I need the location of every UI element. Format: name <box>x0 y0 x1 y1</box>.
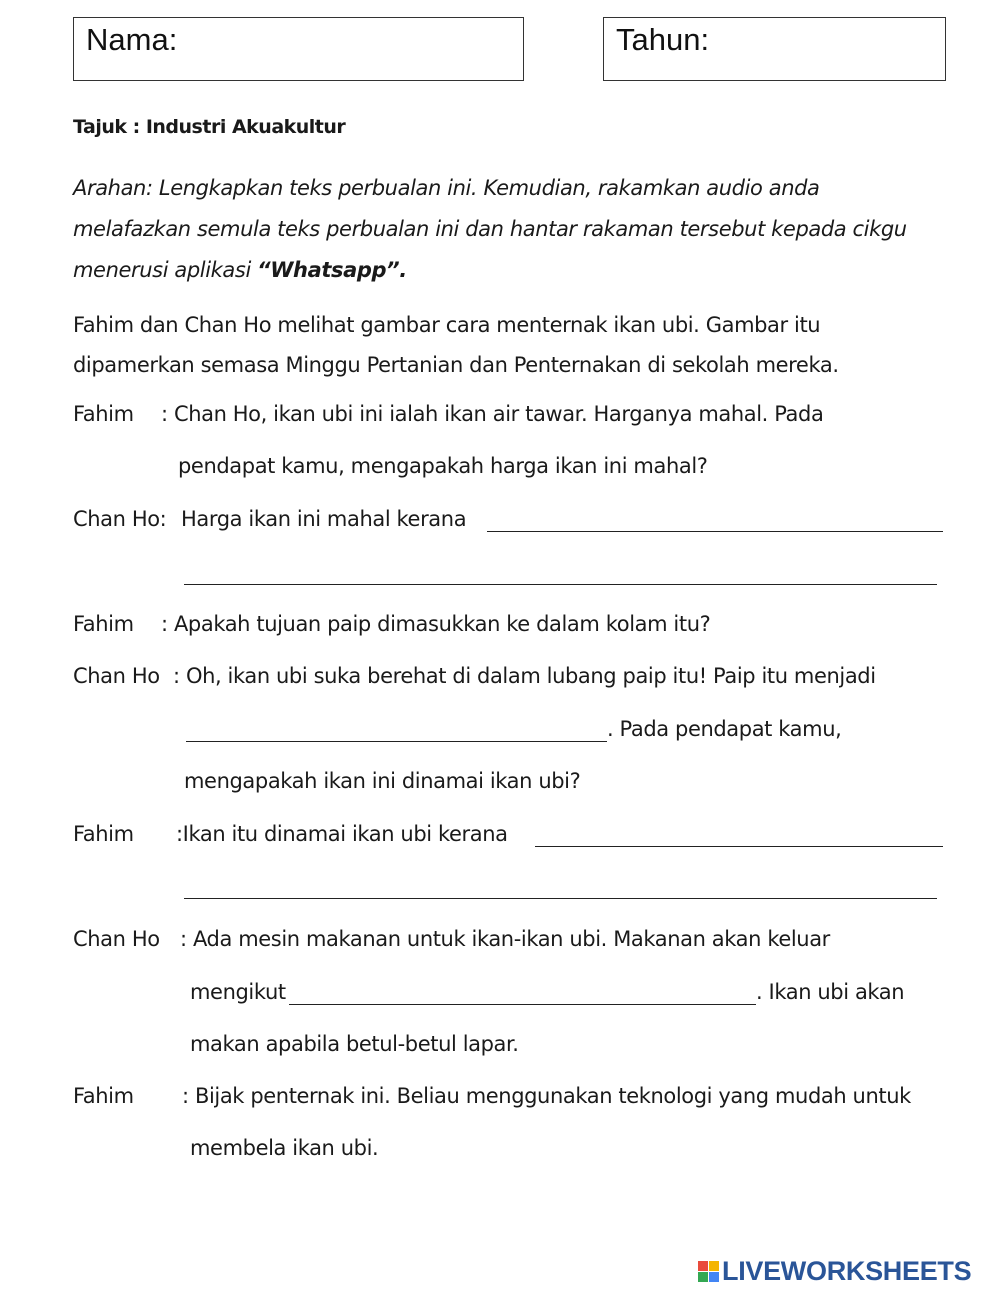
intro-line-2: dipamerkan semasa Minggu Pertanian dan Penternakan di sekolah mereka. <box>73 353 839 377</box>
whatsapp-label: “Whatsapp”. <box>257 258 407 282</box>
intro-paragraph <box>73 305 953 385</box>
dialogue-4-text-1: : Oh, ikan ubi suka berehat di dalam lubang paip itu! Paip itu menjadi <box>173 664 876 688</box>
liveworksheets-mark-icon <box>698 1261 719 1282</box>
dialogue-6-speaker: Chan Ho <box>73 927 160 951</box>
dialogue-2-speaker: Chan Ho: <box>73 507 167 531</box>
dialogue-7-text-2: membela ikan ubi. <box>190 1136 379 1160</box>
name-label: Nama: <box>86 22 178 57</box>
dialogue-7-text-1: : Bijak penternak ini. Beliau menggunakan teknologi yang mudah untuk <box>182 1084 911 1108</box>
dialogue-5-text-1: :Ikan itu dinamai ikan ubi kerana <box>176 822 508 846</box>
instruction-line-2: melafazkan semula teks perbualan ini dan hantar rakaman tersebut kepada cikgu <box>73 217 907 241</box>
intro-line-1: Fahim dan Chan Ho melihat gambar cara menternak ikan ubi. Gambar itu <box>73 313 821 337</box>
dialogue-4-text-3: mengapakah ikan ini dinamai ikan ubi? <box>184 769 581 793</box>
dialogue-6-text-3: makan apabila betul-betul lapar. <box>190 1032 519 1056</box>
dialogue-4-text-2: . Pada pendapat kamu, <box>607 717 842 741</box>
dialogue-6-text-2b: . Ikan ubi akan <box>756 980 905 1004</box>
dialogue-6-text-1: : Ada mesin makanan untuk ikan-ikan ubi. Makanan akan keluar <box>180 927 830 951</box>
answer-blank-4[interactable] <box>535 846 943 847</box>
name-field[interactable] <box>73 17 524 81</box>
dialogue-5-speaker: Fahim <box>73 822 134 846</box>
year-field[interactable] <box>603 17 946 81</box>
liveworksheets-brand: LIVEWORKSHEETS <box>722 1255 972 1286</box>
dialogue-4-speaker: Chan Ho <box>73 664 160 688</box>
dialogue-3-speaker: Fahim <box>73 612 134 636</box>
dialogue-2-text-1: Harga ikan ini mahal kerana <box>181 507 467 531</box>
answer-blank-1[interactable] <box>487 531 943 532</box>
worksheet-title: Tajuk : Industri Akuakultur <box>73 116 346 138</box>
answer-blank-5[interactable] <box>184 898 937 899</box>
instructions <box>73 168 953 291</box>
answer-blank-2[interactable] <box>184 584 937 585</box>
dialogue-1-speaker: Fahim <box>73 402 134 426</box>
dialogue-3-text-1: : Apakah tujuan paip dimasukkan ke dalam kolam itu? <box>161 612 711 636</box>
instruction-line-1: Arahan: Lengkapkan teks perbualan ini. Kemudian, rakamkan audio anda <box>73 176 820 200</box>
dialogue-1-text-1: : Chan Ho, ikan ubi ini ialah ikan air tawar. Harganya mahal. Pada <box>161 402 824 426</box>
answer-blank-3[interactable] <box>186 741 607 742</box>
dialogue-7-speaker: Fahim <box>73 1084 134 1108</box>
dialogue-1-text-2: pendapat kamu, mengapakah harga ikan ini mahal? <box>178 454 708 478</box>
year-label: Tahun: <box>616 22 710 57</box>
instruction-line-3: menerusi aplikasi “Whatsapp”. <box>73 258 407 282</box>
dialogue-6-text-2a: mengikut <box>190 980 286 1004</box>
liveworksheets-logo[interactable] <box>698 1256 971 1286</box>
answer-blank-6[interactable] <box>289 1004 756 1005</box>
